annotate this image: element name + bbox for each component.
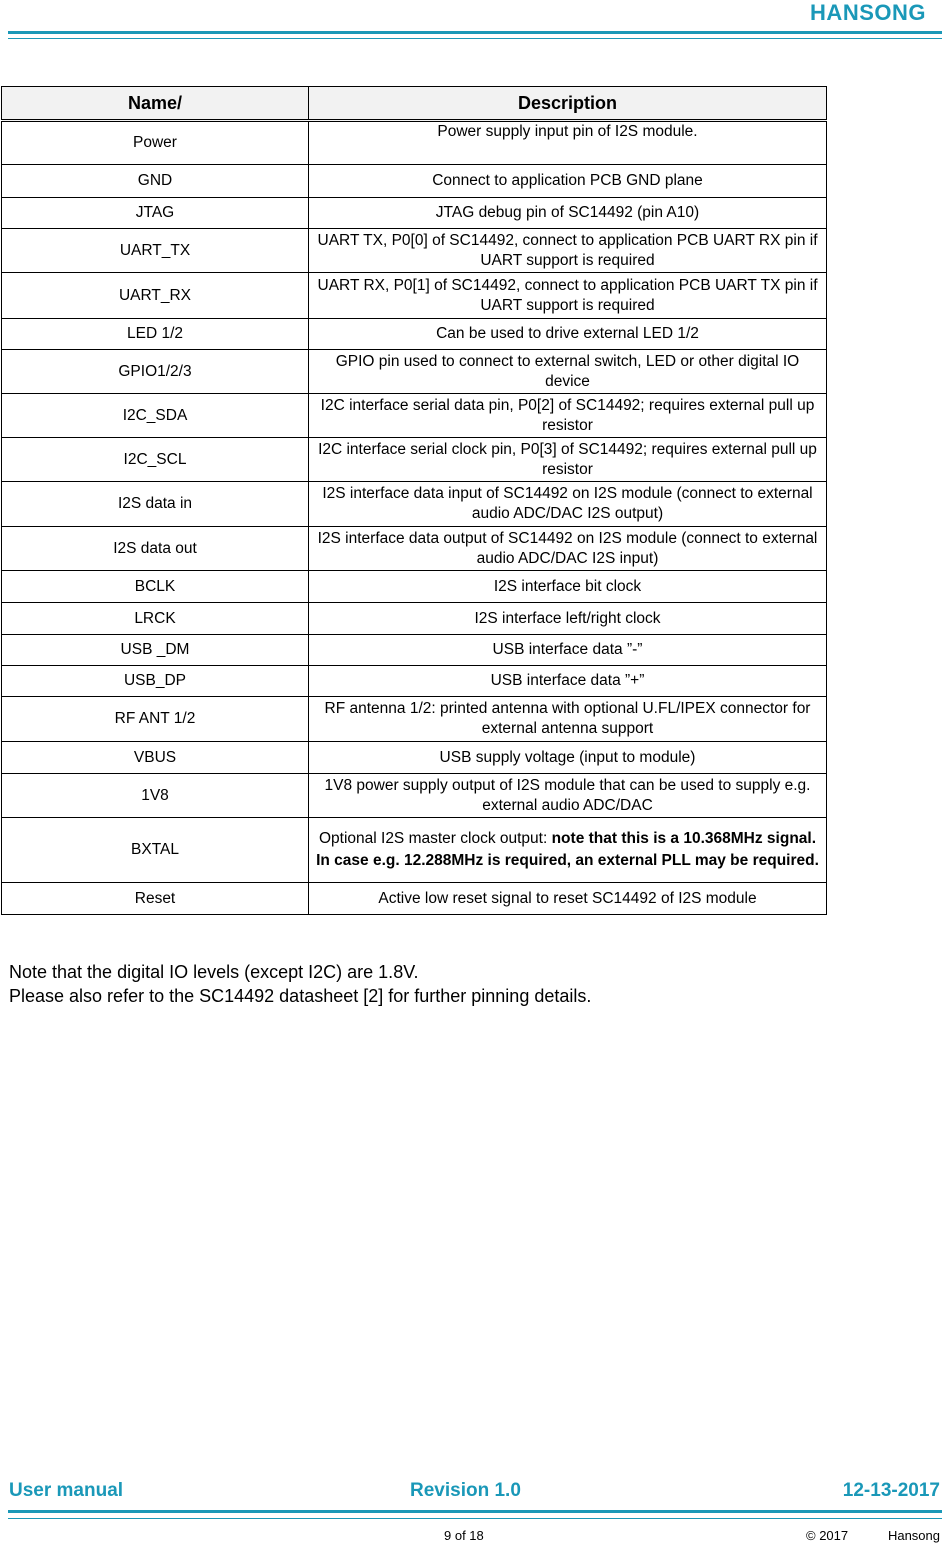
pin-description: JTAG debug pin of SC14492 (pin A10) bbox=[309, 198, 827, 229]
pin-name: BXTAL bbox=[2, 818, 309, 883]
pin-description: USB interface data ”+” bbox=[309, 666, 827, 697]
footer-revision: Revision 1.0 bbox=[410, 1480, 521, 1501]
footer-divider-thick bbox=[8, 1510, 942, 1513]
pin-name: GND bbox=[2, 165, 309, 198]
header-divider-thin bbox=[8, 38, 942, 39]
footer-divider-thin bbox=[8, 1518, 942, 1519]
pin-name: I2C_SDA bbox=[2, 394, 309, 438]
pin-description: UART RX, P0[1] of SC14492, connect to application PCB UART TX pin if UART support is required bbox=[309, 273, 827, 319]
pin-name: UART_RX bbox=[2, 273, 309, 319]
pin-name: Reset bbox=[2, 883, 309, 915]
pin-name: USB _DM bbox=[2, 635, 309, 666]
notes bbox=[9, 960, 591, 1008]
table-row bbox=[2, 438, 827, 482]
brand-title: HANSONG bbox=[810, 0, 926, 25]
table-row bbox=[2, 666, 827, 697]
table-row bbox=[2, 198, 827, 229]
table-row bbox=[2, 165, 827, 198]
table-row bbox=[2, 273, 827, 319]
copyright: © 2017 bbox=[806, 1528, 849, 1543]
pin-description: I2C interface serial data pin, P0[2] of SC14492; requires external pull up resistor bbox=[309, 394, 827, 438]
table-row bbox=[2, 571, 827, 603]
header-name: Name/ bbox=[2, 87, 309, 121]
table-row bbox=[2, 527, 827, 571]
footer-doc-type: User manual bbox=[9, 1480, 124, 1501]
note-datasheet-reference: Please also refer to the SC14492 datasheet [2] for further pinning details. bbox=[9, 986, 592, 1006]
pin-description: GPIO pin used to connect to external switch, LED or other digital IO device bbox=[309, 350, 827, 394]
page-number: 9 of 18 bbox=[444, 1528, 484, 1543]
pin-description: Connect to application PCB GND plane bbox=[309, 165, 827, 198]
pin-name: JTAG bbox=[2, 198, 309, 229]
pin-name: USB_DP bbox=[2, 666, 309, 697]
header-description: Description bbox=[309, 87, 827, 121]
pin-name: 1V8 bbox=[2, 774, 309, 818]
pin-table bbox=[1, 86, 827, 915]
table-row bbox=[2, 350, 827, 394]
pin-description: I2S interface data output of SC14492 on I2S module (connect to external audio ADC/DAC I2S input) bbox=[309, 527, 827, 571]
table-row bbox=[2, 482, 827, 527]
pin-description: UART TX, P0[0] of SC14492, connect to application PCB UART RX pin if UART support is required bbox=[309, 229, 827, 273]
table-row bbox=[2, 603, 827, 635]
header-divider-thick bbox=[8, 31, 942, 34]
table-row bbox=[2, 394, 827, 438]
pin-description: RF antenna 1/2: printed antenna with optional U.FL/IPEX connector for external antenna support bbox=[309, 697, 827, 742]
pin-name: GPIO1/2/3 bbox=[2, 350, 309, 394]
pin-name: VBUS bbox=[2, 742, 309, 774]
pin-description: I2S interface data input of SC14492 on I2S module (connect to external audio ADC/DAC I2S output) bbox=[309, 482, 827, 527]
table-row bbox=[2, 319, 827, 350]
pin-description: I2S interface left/right clock bbox=[309, 603, 827, 635]
note-io-levels: Note that the digital IO levels (except I2C) are 1.8V. bbox=[9, 962, 419, 982]
pin-name: LRCK bbox=[2, 603, 309, 635]
bxtal-desc-bold: note that this is a 10.368MHz signal. In case e.g. 12.288MHz is required, an external PLL may be required. bbox=[316, 830, 819, 869]
table-row bbox=[2, 818, 827, 883]
pin-name: LED 1/2 bbox=[2, 319, 309, 350]
table-row bbox=[2, 883, 827, 915]
table-row bbox=[2, 229, 827, 273]
pin-description: I2C interface serial clock pin, P0[3] of SC14492; requires external pull up resistor bbox=[309, 438, 827, 482]
pin-description: USB supply voltage (input to module) bbox=[309, 742, 827, 774]
table-row bbox=[2, 774, 827, 818]
pin-description: 1V8 power supply output of I2S module that can be used to supply e.g. external audio ADC/DAC bbox=[309, 774, 827, 818]
pin-description: Can be used to drive external LED 1/2 bbox=[309, 319, 827, 350]
table-row bbox=[2, 121, 827, 165]
pin-description: Active low reset signal to reset SC14492 of I2S module bbox=[309, 883, 827, 915]
pin-description: Power supply input pin of I2S module. bbox=[309, 121, 827, 165]
pin-description bbox=[309, 818, 827, 883]
pin-name: UART_TX bbox=[2, 229, 309, 273]
pin-table-body bbox=[2, 121, 827, 915]
company-name: Hansong bbox=[887, 1528, 940, 1543]
table-row bbox=[2, 742, 827, 774]
table-header-row bbox=[2, 87, 827, 121]
footer-date: 12-13-2017 bbox=[842, 1480, 940, 1501]
pin-name: I2S data out bbox=[2, 527, 309, 571]
pin-name: I2C_SCL bbox=[2, 438, 309, 482]
pin-name: I2S data in bbox=[2, 482, 309, 527]
pin-name: BCLK bbox=[2, 571, 309, 603]
pin-description: USB interface data ”-” bbox=[309, 635, 827, 666]
table-row bbox=[2, 697, 827, 742]
bxtal-desc-plain: Optional I2S master clock output: bbox=[318, 830, 552, 847]
pin-description: I2S interface bit clock bbox=[309, 571, 827, 603]
table-row bbox=[2, 635, 827, 666]
pin-name: RF ANT 1/2 bbox=[2, 697, 309, 742]
pin-name: Power bbox=[2, 121, 309, 165]
